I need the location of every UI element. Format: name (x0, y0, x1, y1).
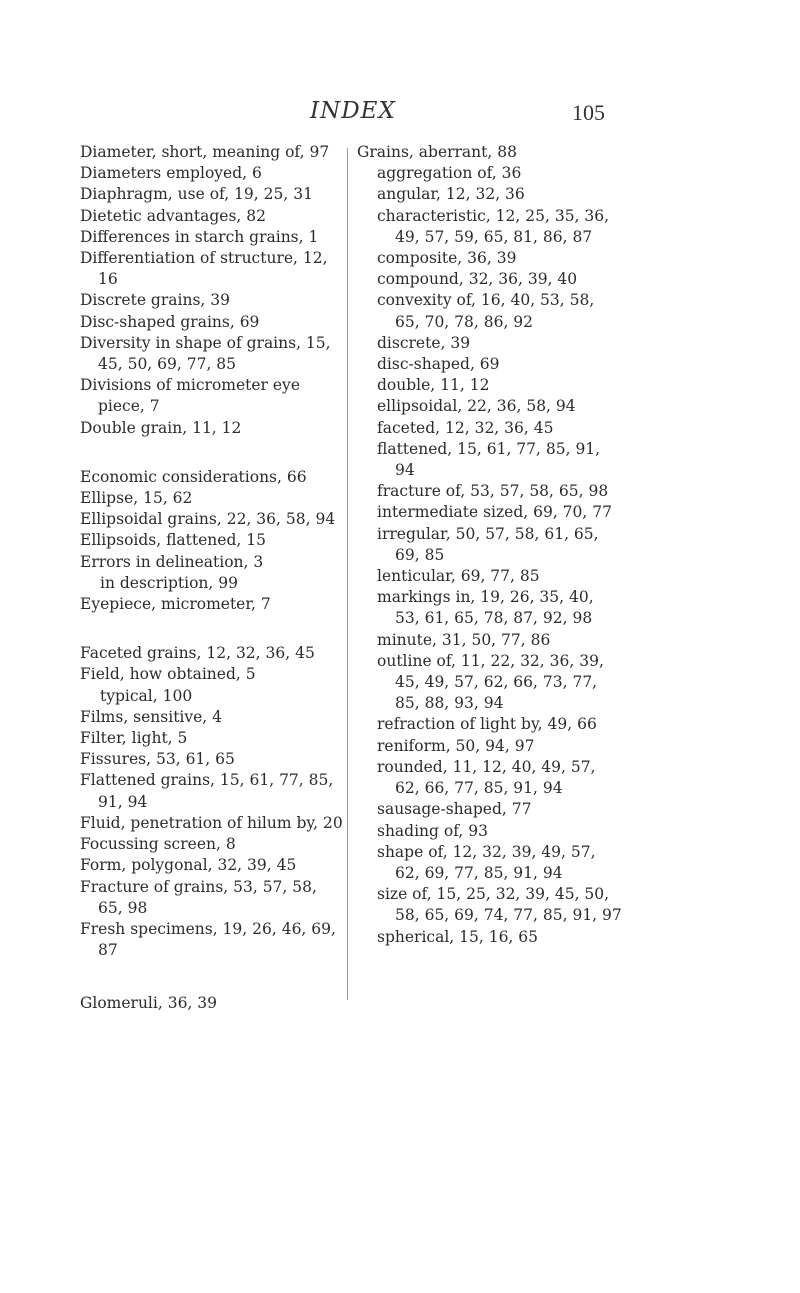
index-entry: Dietetic advantages, 82 (80, 206, 266, 225)
index-entry-head: Grains, aberrant, 88 (357, 143, 517, 161)
index-subentry: faceted, 12, 32, 36, 45 (377, 418, 554, 437)
index-entry: Filter, light, 5 (80, 729, 188, 748)
column-divider (347, 148, 348, 1000)
index-subentry: outline of, 11, 22, 32, 36, 39, 45, 49, 57, 62, 66, 73, 77, 85, 88, 93, 94 (377, 651, 604, 713)
index-subentry: discrete, 39 (377, 333, 471, 352)
index-entry: Fracture of grains, 53, 57, 58, 65, 98 (80, 877, 317, 917)
index-subentry: shading of, 93 (377, 821, 488, 840)
index-entry: Discrete grains, 39 (80, 291, 230, 310)
index-subentry: fracture of, 53, 57, 58, 65, 98 (377, 482, 609, 501)
index-subentry: in description, 99 (100, 573, 238, 592)
index-subentry: rounded, 11, 12, 40, 49, 57, 62, 66, 77, 85, 91, 94 (377, 757, 596, 798)
index-entry: Fissures, 53, 61, 65 (80, 750, 235, 769)
index-subentry: minute, 31, 50, 77, 86 (377, 630, 551, 649)
index-entry: Ellipse, 15, 62 (80, 489, 193, 508)
group-gap (80, 439, 345, 467)
index-column-left (80, 142, 345, 1015)
index-entry: Flattened grains, 15, 61, 77, 85, 91, 94 (80, 771, 334, 811)
index-entry: Faceted grains, 12, 32, 36, 45 (80, 644, 315, 663)
index-subentry: reniform, 50, 94, 97 (377, 736, 535, 755)
index-entry: Disc-shaped grains, 69 (80, 312, 260, 331)
index-entry: Differences in starch grains, 1 (80, 227, 319, 246)
index-group-g (80, 993, 345, 1014)
index-entry: Films, sensitive, 4 (80, 707, 223, 726)
index-entry: Focussing screen, 8 (80, 835, 236, 854)
index-entry: Fresh specimens, 19, 26, 46, 69, 87 (80, 919, 336, 960)
group-gap (80, 615, 345, 643)
index-subentry: sausage-shaped, 77 (377, 800, 532, 819)
index-subentry: flattened, 15, 61, 77, 85, 91, 94 (377, 439, 601, 480)
index-subentry: composite, 36, 39 (377, 249, 517, 268)
group-gap (80, 961, 345, 993)
index-entry: Errors in delineation, 3 (80, 552, 264, 571)
index-subentry: intermediate sized, 69, 70, 77 (377, 503, 612, 522)
index-subentry: lenticular, 69, 77, 85 (377, 567, 540, 586)
index-subentry: size of, 15, 25, 32, 39, 45, 50, 58, 65, 69, 74, 77, 85, 91, 97 (377, 885, 622, 925)
index-subentry: angular, 12, 32, 36 (377, 185, 525, 204)
index-subentry: markings in, 19, 26, 35, 40, 53, 61, 65, 78, 87, 92, 98 (377, 588, 594, 628)
index-entry: Diameters employed, 6 (80, 164, 262, 183)
index-entry: Double grain, 11, 12 (80, 418, 242, 437)
index-group-f-rest (80, 707, 345, 961)
index-subentry: shape of, 12, 32, 39, 49, 57, 62, 69, 77, 85, 91, 94 (377, 842, 596, 882)
index-entry: Divisions of micrometer eye piece, 7 (80, 376, 300, 416)
index-group-f (80, 643, 345, 685)
index-entry: Field, how obtained, 5 (80, 665, 256, 684)
index-entry: Diaphragm, use of, 19, 25, 31 (80, 185, 313, 204)
index-subentry: ellipsoidal, 22, 36, 58, 94 (377, 397, 576, 416)
running-head: INDEX (310, 98, 396, 124)
index-group-e (80, 467, 345, 573)
index-subentry: characteristic, 12, 25, 35, 36, 49, 57, 59, 65, 81, 86, 87 (377, 206, 610, 246)
index-entry: Eyepiece, micrometer, 7 (80, 595, 271, 614)
index-subentry: convexity of, 16, 40, 53, 58, 65, 70, 78, 86, 92 (377, 291, 595, 331)
index-entry: Form, polygonal, 32, 39, 45 (80, 856, 297, 875)
index-entry: Economic considerations, 66 (80, 467, 307, 486)
index-group-d (80, 142, 345, 439)
index-entry: Glomeruli, 36, 39 (80, 994, 218, 1013)
index-subentry: double, 11, 12 (377, 376, 490, 395)
grains-subentries (357, 163, 622, 948)
index-subentry: refraction of light by, 49, 66 (377, 715, 597, 734)
index-subentry: compound, 32, 36, 39, 40 (377, 270, 578, 289)
index-subentry: aggregation of, 36 (377, 164, 522, 183)
index-subentry: disc-shaped, 69 (377, 355, 500, 374)
index-entry: Diversity in shape of grains, 15, 45, 50, 69, 77, 85 (80, 333, 331, 374)
index-entry: Ellipsoids, flattened, 15 (80, 531, 266, 550)
index-column-right (357, 142, 622, 948)
index-entry: Ellipsoidal grains, 22, 36, 58, 94 (80, 510, 336, 529)
page-number: 105 (572, 100, 605, 125)
index-entry: Differentiation of structure, 12, 16 (80, 249, 328, 289)
index-entry: Fluid, penetration of hilum by, 20 (80, 813, 343, 832)
index-subentry: irregular, 50, 57, 58, 61, 65, 69, 85 (377, 524, 599, 564)
index-subentry: typical, 100 (100, 686, 193, 705)
index-subentry: spherical, 15, 16, 65 (377, 927, 539, 946)
index-entry: Diameter, short, meaning of, 97 (80, 143, 330, 161)
